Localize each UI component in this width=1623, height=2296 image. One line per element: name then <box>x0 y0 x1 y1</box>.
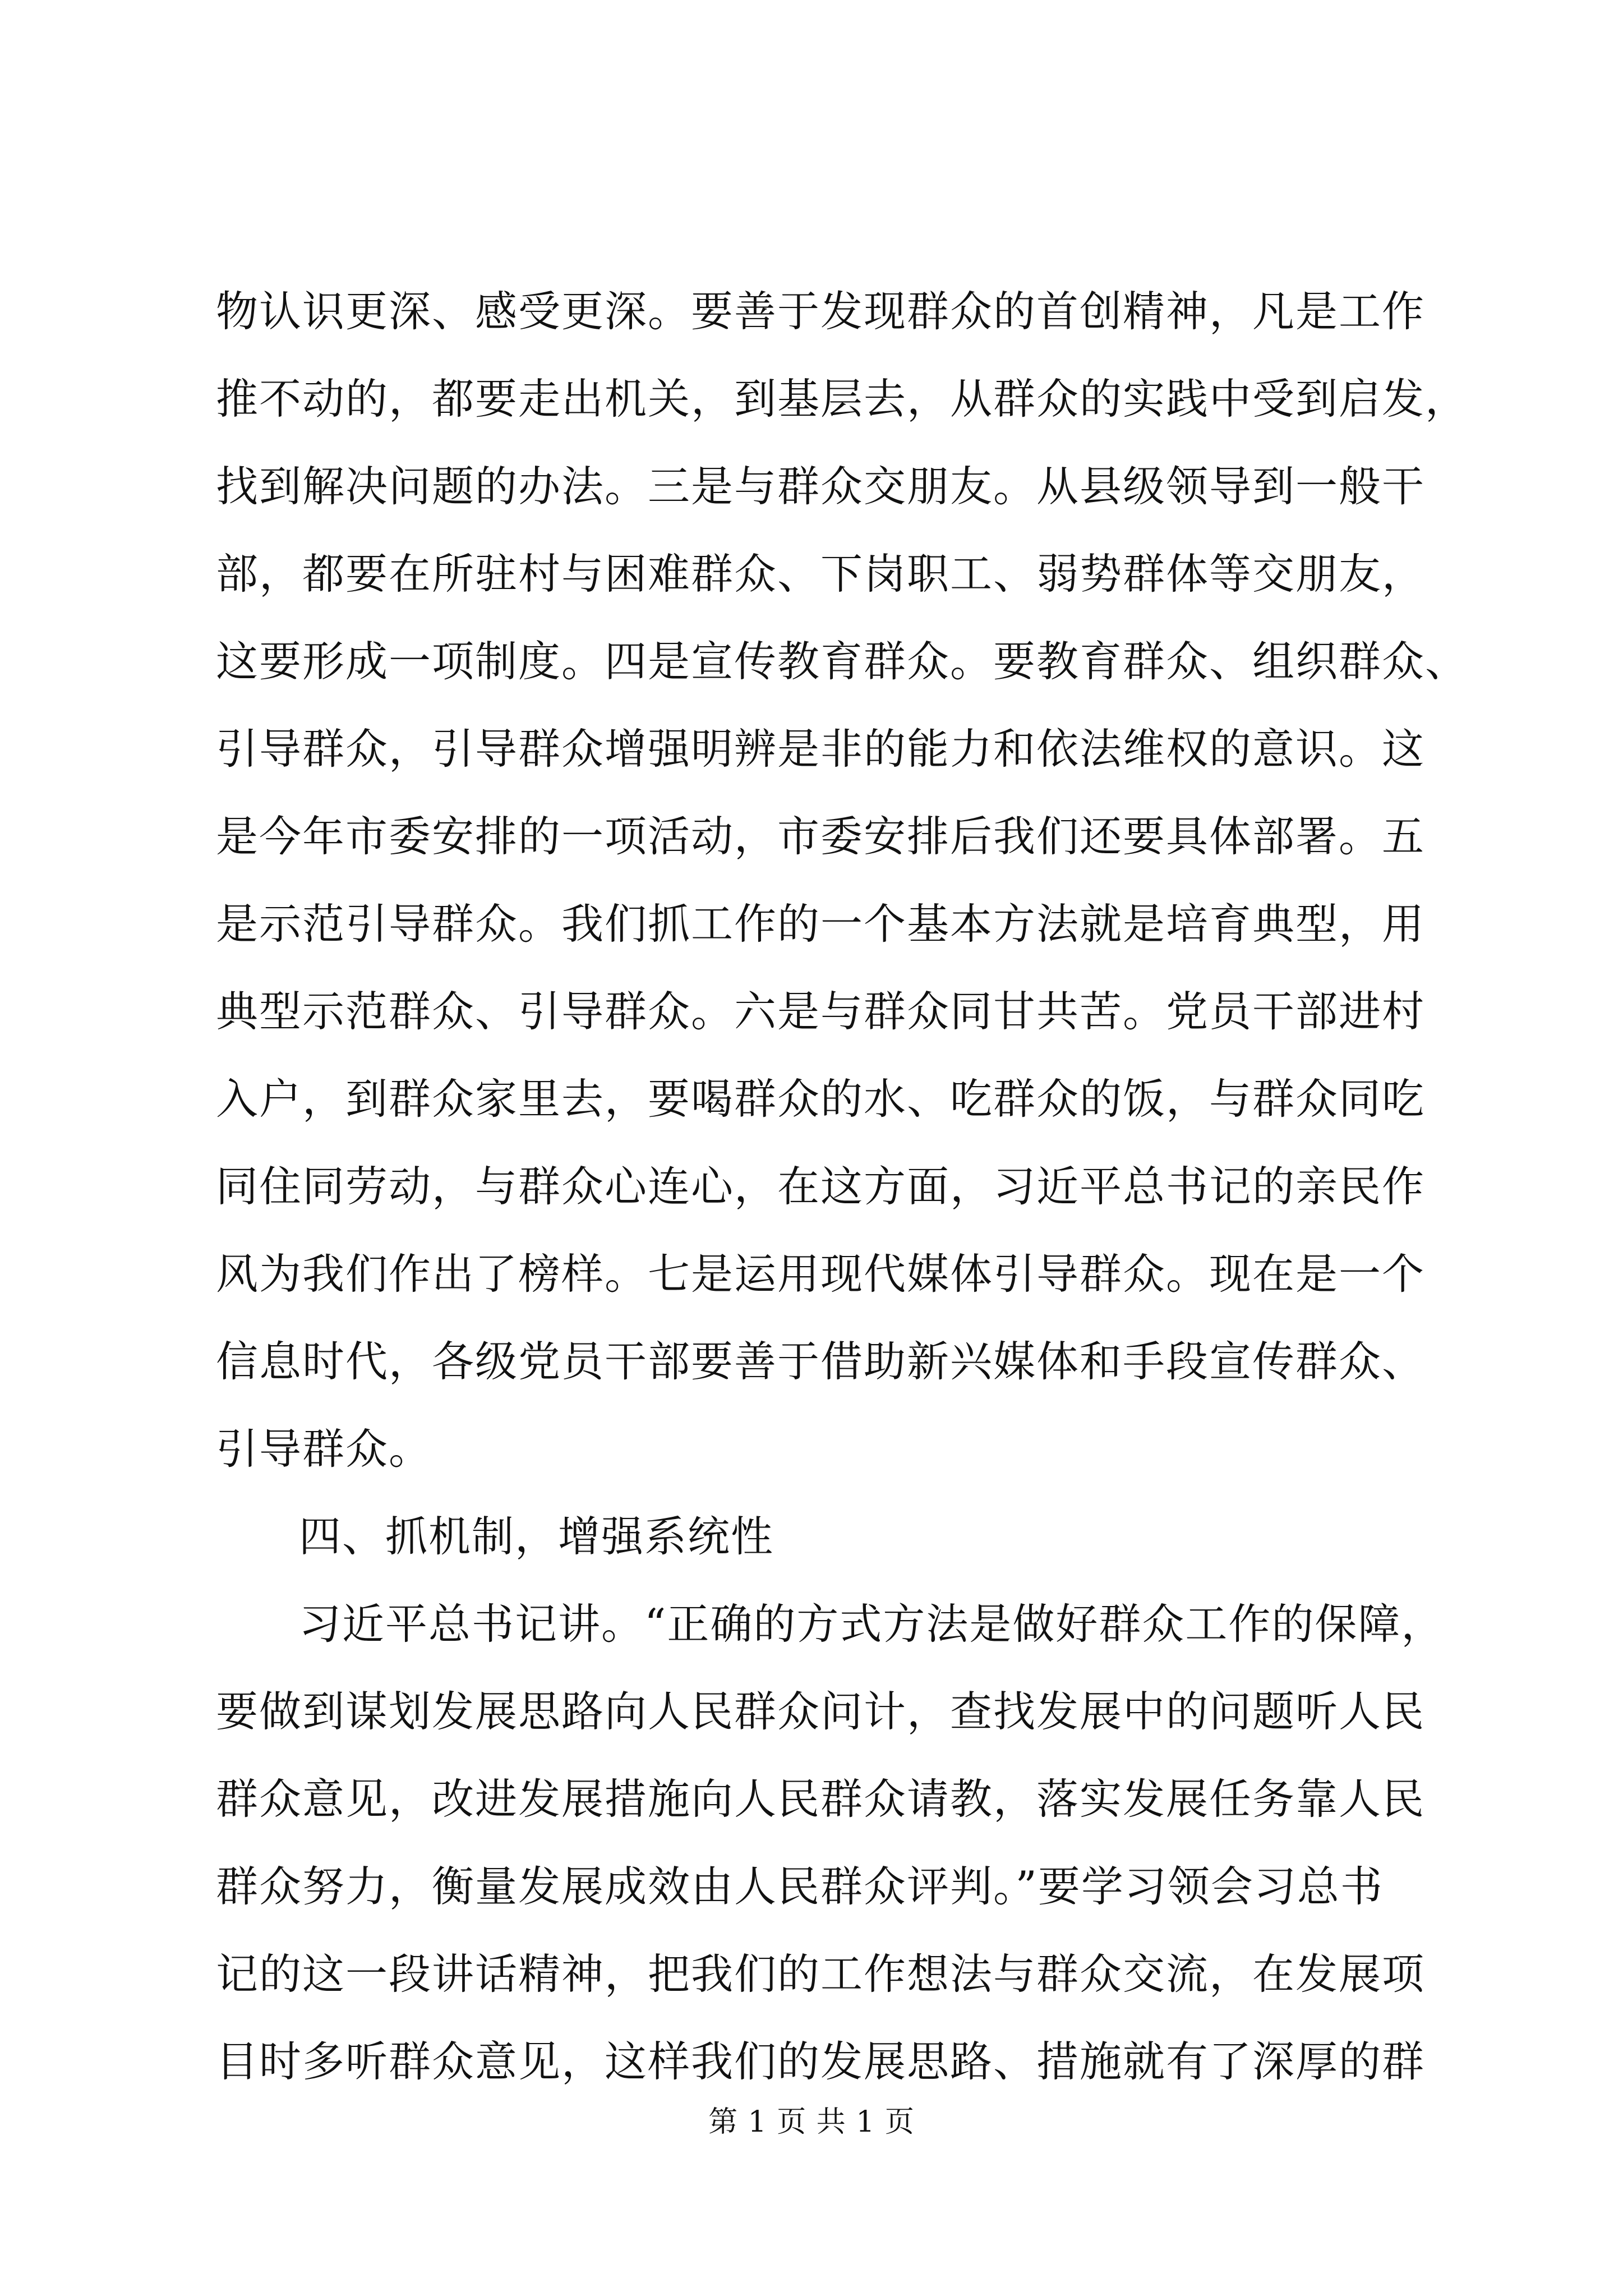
body-line: 同住同劳动，与群众心连心，在这方面，习近平总书记的亲民作 <box>216 1162 1426 1211</box>
body-line: 信息时代，各级党员干部要善于借助新兴媒体和手段宣传群众、 <box>216 1337 1426 1386</box>
body-line: 群众努力，衡量发展成效由人民群众评判。”要学习领会习总书 <box>216 1862 1384 1911</box>
body-line: 要做到谋划发展思路向人民群众问计，查找发展中的问题听人民 <box>216 1687 1426 1736</box>
section-heading: 四、抓机制，增强系统性 <box>299 1512 774 1561</box>
page-number-footer: 第 1 页 共 1 页 <box>708 2105 915 2139</box>
paragraph-first-line: 习近平总书记讲。“正确的方式方法是做好群众工作的保障， <box>299 1599 1445 1649</box>
body-line: 找到解决问题的办法。三是与群众交朋友。从县级领导到一般干 <box>216 462 1426 511</box>
body-line: 部，都要在所驻村与困难群众、下岗职工、弱势群体等交朋友， <box>216 549 1426 599</box>
body-line: 引导群众。 <box>216 1424 432 1474</box>
body-line: 是今年市委安排的一项活动，市委安排后我们还要具体部署。五 <box>216 812 1426 861</box>
body-line: 引导群众，引导群众增强明辨是非的能力和依法维权的意识。这 <box>216 724 1426 774</box>
body-line: 推不动的，都要走出机关，到基层去，从群众的实践中受到启发， <box>216 374 1469 424</box>
body-line: 典型示范群众、引导群众。六是与群众同甘共苦。党员干部进村 <box>216 987 1426 1036</box>
document-body <box>216 287 1472 2128</box>
body-line: 风为我们作出了榜样。七是运用现代媒体引导群众。现在是一个 <box>216 1249 1426 1299</box>
body-line: 物认识更深、感受更深。要善于发现群众的首创精神，凡是工作 <box>216 287 1426 336</box>
body-line: 群众意见，改进发展措施向人民群众请教，落实发展任务靠人民 <box>216 1774 1426 1824</box>
body-line: 入户，到群众家里去，要喝群众的水、吃群众的饭，与群众同吃 <box>216 1074 1426 1124</box>
body-line: 是示范引导群众。我们抓工作的一个基本方法就是培育典型，用 <box>216 899 1426 949</box>
body-line: 目时多听群众意见，这样我们的发展思路、措施就有了深厚的群 <box>216 2037 1426 2086</box>
body-line: 这要形成一项制度。四是宣传教育群众。要教育群众、组织群众、 <box>216 637 1469 686</box>
body-line: 记的这一段讲话精神，把我们的工作想法与群众交流，在发展项 <box>216 1949 1426 1999</box>
